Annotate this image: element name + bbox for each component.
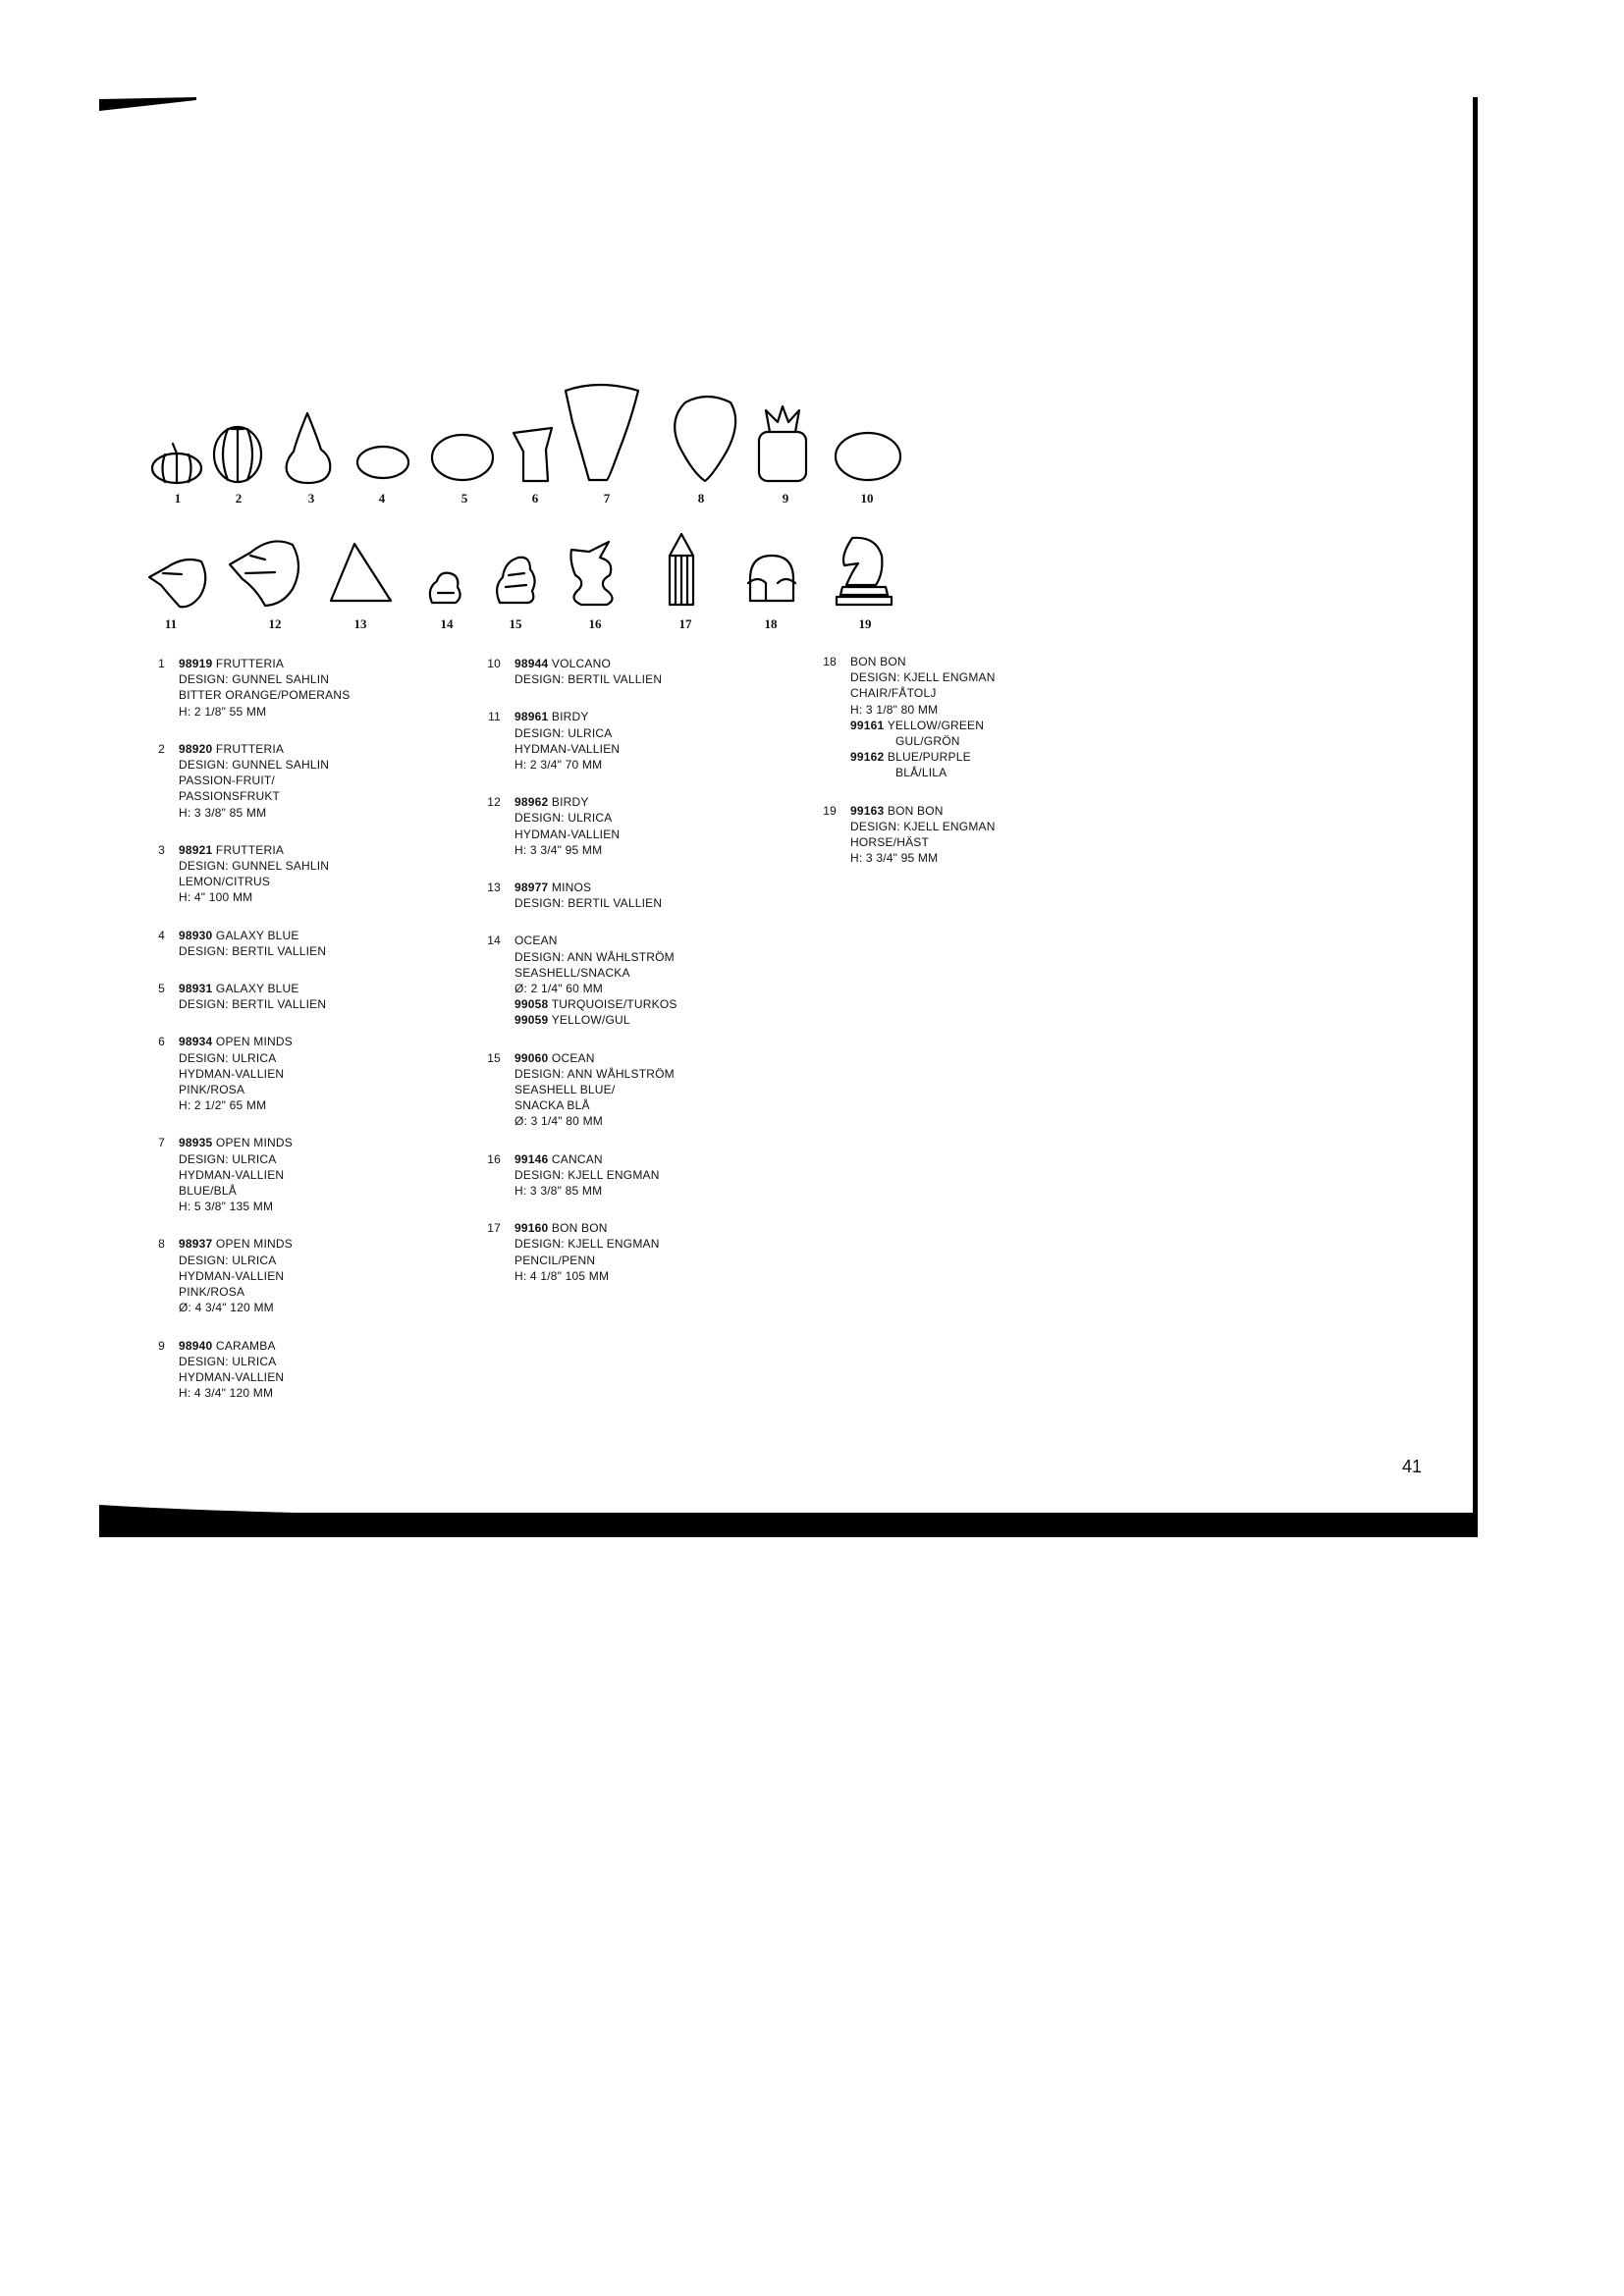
entry-line: PINK/ROSA <box>179 1285 245 1300</box>
figure-17-pencil <box>670 534 693 605</box>
article-code: 99059 <box>514 1013 549 1028</box>
article-code: 98962 <box>514 795 549 810</box>
product-name: FRUTTERIA <box>215 657 285 670</box>
entry-line: DESIGN: GUNNEL SAHLIN <box>179 758 330 773</box>
product-name: OCEAN <box>514 934 558 948</box>
figure-10-oval <box>836 433 900 480</box>
entry-line: HYDMAN-VALLIEN <box>179 1369 285 1384</box>
product-name: BON BON <box>551 1221 608 1236</box>
entry-line: H: 3 3/8" 85 MM <box>514 1184 603 1199</box>
entry-line: DESIGN: ULRICA <box>514 811 613 826</box>
article-code: 98920 <box>179 741 213 756</box>
variant-color-swedish: GUL/GRÖN <box>895 734 960 749</box>
catalog-column-2 <box>481 656 776 1306</box>
article-code: 98921 <box>179 842 213 857</box>
article-code: 99162 <box>850 750 885 765</box>
product-name: OPEN MINDS <box>215 1136 293 1150</box>
figure-3-pear <box>287 413 331 483</box>
entry-line: SEASHELL BLUE/ <box>514 1083 616 1097</box>
article-code: 98940 <box>179 1338 213 1353</box>
entry-line: H: 4" 100 MM <box>179 890 253 905</box>
article-code: 98934 <box>179 1035 213 1049</box>
figure-label-7: 7 <box>603 491 611 506</box>
figure-label-8: 8 <box>697 491 705 506</box>
figure-19-horse <box>837 538 892 605</box>
figure-4-oval <box>357 447 408 478</box>
article-code: 98977 <box>514 881 549 895</box>
entry-index: 17 <box>487 1221 501 1236</box>
figure-label-19: 19 <box>858 616 872 631</box>
entry-line: DESIGN: GUNNEL SAHLIN <box>179 672 330 687</box>
catalog-entry-10 <box>481 656 776 687</box>
entry-index: 19 <box>823 803 837 818</box>
variant-color-swedish: BLÅ/LILA <box>895 766 947 780</box>
figure-6-vase <box>514 428 552 481</box>
figure-12-bird <box>230 541 298 606</box>
figure-13-triangle <box>331 544 391 601</box>
product-name: CANCAN <box>551 1151 603 1166</box>
entry-line: H: 3 3/4" 95 MM <box>514 842 603 857</box>
figure-label-3: 3 <box>307 491 315 506</box>
entry-line: DESIGN: KJELL ENGMAN <box>850 819 996 833</box>
entry-line: DESIGN: GUNNEL SAHLIN <box>179 859 330 874</box>
article-code: 98930 <box>179 928 213 942</box>
entry-line: H: 5 3/8" 135 MM <box>179 1200 274 1214</box>
figure-18-chair <box>748 556 795 601</box>
catalog-column-1 <box>145 656 440 1422</box>
corner-mark <box>99 97 196 111</box>
catalog-entry-2 <box>145 741 440 821</box>
entry-index: 1 <box>158 657 165 670</box>
catalog-entry-12 <box>481 794 776 858</box>
figure-2-melon <box>214 427 261 482</box>
entry-line: LEMON/CITRUS <box>179 875 271 889</box>
entry-line: DESIGN: BERTIL VALLIEN <box>179 943 327 958</box>
figure-label-12: 12 <box>268 616 282 631</box>
product-name: FRUTTERIA <box>215 741 285 756</box>
figure-label-10: 10 <box>860 491 874 506</box>
product-name: VOLCANO <box>551 657 612 670</box>
figure-1-pumpkin <box>152 444 201 483</box>
figure-5-oval <box>432 435 493 480</box>
entry-index: 3 <box>158 842 165 857</box>
entry-line: DESIGN: BERTIL VALLIEN <box>179 997 327 1012</box>
product-name: BON BON <box>887 803 944 818</box>
entry-line: Ø: 3 1/4" 80 MM <box>514 1114 603 1129</box>
entry-line: HYDMAN-VALLIEN <box>179 1066 285 1081</box>
entry-line: H: 2 3/4" 70 MM <box>514 758 603 773</box>
product-name: OPEN MINDS <box>215 1035 293 1049</box>
product-name: MINOS <box>551 881 592 895</box>
article-code: 99146 <box>514 1151 549 1166</box>
figure-label-1: 1 <box>174 491 182 506</box>
figure-label-4: 4 <box>378 491 386 506</box>
figure-11-bird <box>149 560 205 607</box>
entry-line: H: 3 1/8" 80 MM <box>850 702 939 717</box>
entry-line: HYDMAN-VALLIEN <box>514 741 621 756</box>
article-code: 98961 <box>514 710 549 724</box>
article-code: 99058 <box>514 997 549 1012</box>
product-name: OCEAN <box>551 1050 595 1065</box>
catalog-entry-18 <box>817 654 1111 781</box>
entry-index: 13 <box>487 881 501 895</box>
figure-label-13: 13 <box>353 616 367 631</box>
article-code: 98931 <box>179 982 213 996</box>
product-name: BIRDY <box>551 710 589 724</box>
product-name: CARAMBA <box>215 1338 276 1353</box>
catalog-entry-19 <box>817 803 1111 867</box>
entry-line: H: 2 1/8" 55 MM <box>179 704 267 719</box>
entry-index: 4 <box>158 928 165 942</box>
entry-index: 18 <box>823 655 837 668</box>
entry-line: Ø: 4 3/4" 120 MM <box>179 1301 274 1315</box>
catalog-entry-17 <box>481 1220 776 1284</box>
entry-line: H: 2 1/2" 65 MM <box>179 1098 267 1113</box>
product-name: BIRDY <box>551 795 589 810</box>
figure-label-9: 9 <box>782 491 789 506</box>
product-name: GALAXY BLUE <box>215 982 299 996</box>
variant-color: TURQUOISE/TURKOS <box>551 997 677 1012</box>
entry-line: DESIGN: ULRICA <box>179 1253 277 1267</box>
entry-line: HORSE/HÄST <box>850 835 930 850</box>
entry-index: 8 <box>158 1237 165 1252</box>
catalog-entry-11 <box>481 709 776 773</box>
figure-label-14: 14 <box>440 616 454 631</box>
figure-label-5: 5 <box>460 491 468 506</box>
figure-16-cancan <box>571 542 613 605</box>
product-name: GALAXY BLUE <box>215 928 299 942</box>
catalog-entry-4 <box>145 928 440 959</box>
entry-line: DESIGN: BERTIL VALLIEN <box>514 896 663 911</box>
figure-label-18: 18 <box>764 616 778 631</box>
entry-index: 6 <box>158 1035 165 1049</box>
entry-line: H: 4 3/4" 120 MM <box>179 1386 274 1401</box>
entry-index: 2 <box>158 741 165 756</box>
entry-index: 11 <box>488 710 501 724</box>
catalog-entry-9 <box>145 1338 440 1402</box>
entry-line: SNACKA BLÅ <box>514 1098 590 1113</box>
article-code: 99060 <box>514 1050 549 1065</box>
figure-7-vase <box>566 385 638 480</box>
entry-line: HYDMAN-VALLIEN <box>179 1167 285 1182</box>
entry-line: Ø: 2 1/4" 60 MM <box>514 982 603 996</box>
article-code: 98919 <box>179 657 213 670</box>
catalog-entry-7 <box>145 1135 440 1214</box>
figure-label-17: 17 <box>678 616 692 631</box>
entry-line: HYDMAN-VALLIEN <box>514 827 621 841</box>
page-number: 41 <box>1402 1457 1423 1476</box>
figure-label-6: 6 <box>531 491 539 506</box>
entry-line: CHAIR/FÅTOLJ <box>850 686 937 701</box>
figure-15-shell <box>497 558 534 603</box>
catalog-entry-16 <box>481 1151 776 1200</box>
figure-label-11: 11 <box>164 616 178 631</box>
entry-line: PASSION-FRUIT/ <box>179 774 275 788</box>
entry-index: 9 <box>158 1338 165 1353</box>
entry-index: 7 <box>158 1136 165 1150</box>
catalog-entry-1 <box>145 656 440 720</box>
entry-line: PASSIONSFRUKT <box>179 789 281 804</box>
catalog-entry-15 <box>481 1050 776 1130</box>
figure-14-shell <box>430 573 460 603</box>
entry-line: SEASHELL/SNACKA <box>514 965 630 980</box>
catalog-entry-13 <box>481 880 776 911</box>
product-name: FRUTTERIA <box>215 842 285 857</box>
figure-label-15: 15 <box>509 616 522 631</box>
entry-line: DESIGN: BERTIL VALLIEN <box>514 672 663 687</box>
entry-line: DESIGN: ANN WÅHLSTRÖM <box>514 1066 675 1081</box>
catalog-column-3 <box>817 654 1111 887</box>
entry-line: DESIGN: KJELL ENGMAN <box>514 1237 660 1252</box>
entry-line: DESIGN: KJELL ENGMAN <box>850 670 996 685</box>
entry-line: DESIGN: KJELL ENGMAN <box>514 1167 660 1182</box>
entry-line: DESIGN: ULRICA <box>179 1050 277 1065</box>
entry-line: BITTER ORANGE/POMERANS <box>179 688 351 703</box>
article-code: 98935 <box>179 1136 213 1150</box>
entry-index: 15 <box>487 1050 501 1065</box>
entry-line: PENCIL/PENN <box>514 1253 596 1267</box>
figure-9-pot <box>759 406 806 481</box>
entry-index: 16 <box>487 1151 501 1166</box>
entry-line: H: 3 3/8" 85 MM <box>179 805 267 820</box>
variant-color: YELLOW/GUL <box>551 1013 630 1028</box>
figure-label-16: 16 <box>588 616 602 631</box>
catalog-entry-8 <box>145 1236 440 1315</box>
article-code: 99160 <box>514 1221 549 1236</box>
page-right-border <box>1473 97 1478 1530</box>
catalog-entry-5 <box>145 981 440 1012</box>
page-bottom-border <box>99 1505 1478 1537</box>
entry-line: DESIGN: ULRICA <box>179 1354 277 1368</box>
article-code: 99161 <box>850 718 885 732</box>
article-code: 98944 <box>514 657 549 670</box>
variant-color: BLUE/PURPLE <box>887 750 971 765</box>
entry-index: 12 <box>487 795 501 810</box>
entry-line: DESIGN: ANN WÅHLSTRÖM <box>514 949 675 964</box>
entry-line: H: 3 3/4" 95 MM <box>850 851 939 866</box>
entry-line: PINK/ROSA <box>179 1083 245 1097</box>
product-name: OPEN MINDS <box>215 1237 293 1252</box>
catalog-entry-3 <box>145 842 440 906</box>
entry-index: 10 <box>487 657 501 670</box>
product-name: BON BON <box>850 655 906 668</box>
catalog-entry-14 <box>481 933 776 1028</box>
entry-line: DESIGN: ULRICA <box>179 1151 277 1166</box>
entry-line: BLUE/BLÅ <box>179 1184 237 1199</box>
figure-8-drop <box>675 397 735 481</box>
entry-line: H: 4 1/8" 105 MM <box>514 1268 610 1283</box>
entry-line: DESIGN: ULRICA <box>514 725 613 740</box>
catalog-entry-6 <box>145 1034 440 1113</box>
variant-color: YELLOW/GREEN <box>887 718 985 732</box>
article-code: 98937 <box>179 1237 213 1252</box>
entry-index: 14 <box>487 934 501 948</box>
article-code: 99163 <box>850 803 885 818</box>
entry-index: 5 <box>158 982 165 996</box>
figure-label-2: 2 <box>235 491 243 506</box>
entry-line: HYDMAN-VALLIEN <box>179 1268 285 1283</box>
